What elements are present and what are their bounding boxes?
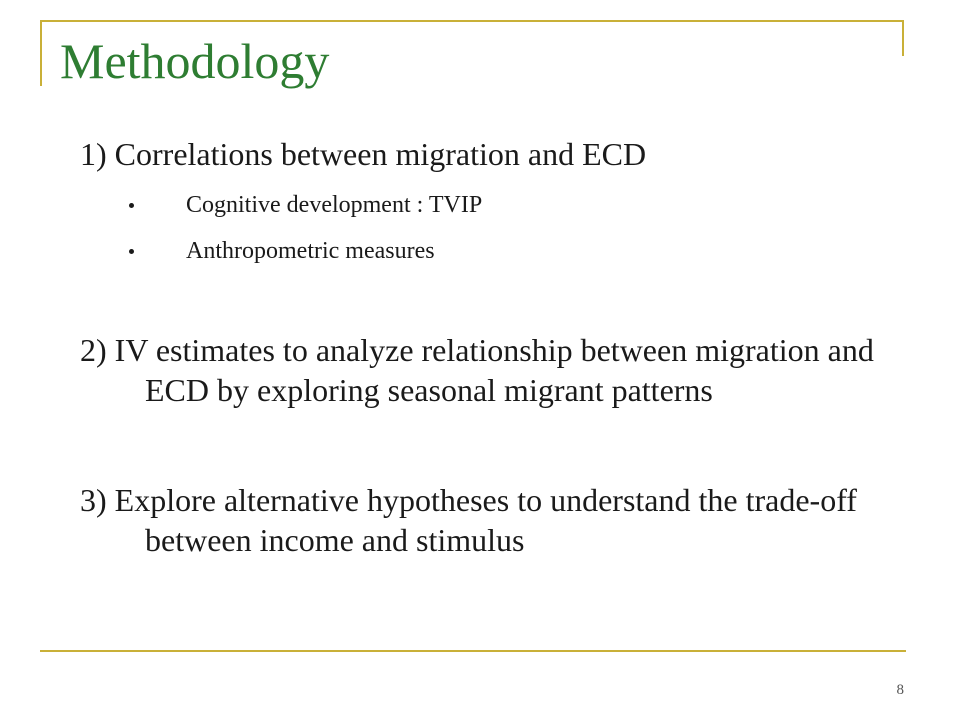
frame-left-rule bbox=[40, 20, 42, 86]
point-3: 3) Explore alternative hypotheses to understand the trade-off between income and stimulus bbox=[80, 482, 857, 558]
point-1-subitems bbox=[80, 190, 900, 266]
frame-right-rule bbox=[902, 20, 904, 56]
subitem-label: Anthropometric measures bbox=[186, 238, 435, 264]
slide-content bbox=[80, 134, 900, 560]
frame-top-rule bbox=[40, 20, 904, 22]
slide-title: Methodology bbox=[60, 33, 330, 89]
page-number: 8 bbox=[896, 682, 904, 698]
footer-rule bbox=[40, 650, 906, 652]
bullet-icon bbox=[129, 203, 134, 208]
point-2: 2) IV estimates to analyze relationship between migration and ECD by exploring seasonal migrant patterns bbox=[80, 332, 874, 408]
bullet-icon bbox=[129, 249, 134, 254]
subitem-anthropometric-measures bbox=[80, 236, 900, 266]
point-1: 1) Correlations between migration and ECD bbox=[80, 136, 647, 172]
subitem-label: Cognitive development : TVIP bbox=[186, 192, 483, 218]
subitem-cognitive-development bbox=[80, 190, 900, 220]
